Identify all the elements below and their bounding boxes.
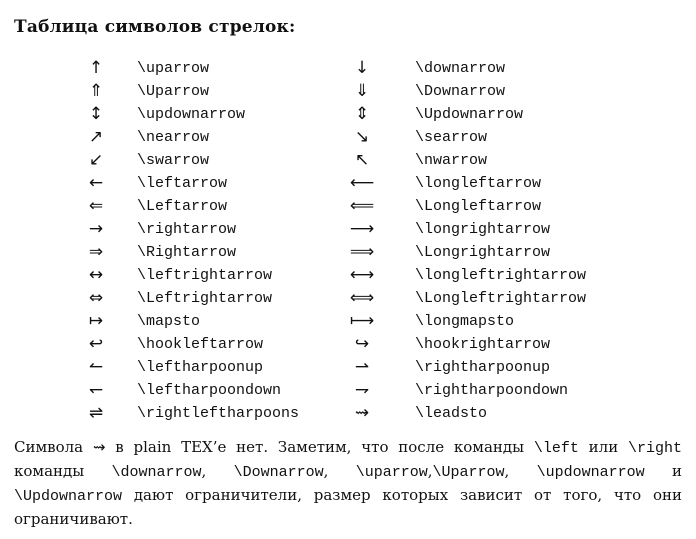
para-text: команды bbox=[14, 462, 112, 480]
arrow-symbol: ⇝ bbox=[354, 403, 370, 423]
arrow-symbol: ↕ bbox=[88, 104, 104, 124]
arrow-symbol: ↼ bbox=[88, 357, 104, 377]
para-text: , bbox=[201, 462, 234, 480]
arrow-command: \nwarrow bbox=[415, 152, 488, 169]
para-text: в plain bbox=[105, 438, 182, 456]
arrow-command: \Longleftarrow bbox=[415, 198, 542, 215]
inline-command: \left bbox=[533, 440, 579, 457]
arrow-command: \leadsto bbox=[415, 405, 488, 422]
arrow-command: \updownarrow bbox=[137, 106, 246, 123]
arrow-command: \Rightarrow bbox=[137, 244, 237, 261]
inline-command: \right bbox=[628, 440, 683, 457]
arrow-command: \rightleftharpoons bbox=[137, 405, 300, 422]
table-row bbox=[0, 356, 696, 379]
arrow-symbol: ← bbox=[88, 173, 104, 193]
arrow-symbol: ↓ bbox=[354, 58, 370, 78]
para-text: , bbox=[427, 462, 433, 480]
table-row bbox=[0, 287, 696, 310]
para-text: ’е нет. Заметим, что после команды bbox=[212, 438, 534, 456]
table-row bbox=[0, 310, 696, 333]
arrow-symbol: ⇕ bbox=[354, 104, 370, 124]
para-text: или bbox=[578, 438, 628, 456]
arrow-symbol: ↪ bbox=[354, 334, 370, 354]
arrow-command: \longleftarrow bbox=[415, 175, 542, 192]
para-text: , bbox=[504, 462, 537, 480]
arrow-symbol: ⇑ bbox=[88, 81, 104, 101]
arrow-command: \uparrow bbox=[137, 60, 210, 77]
arrow-command: \swarrow bbox=[137, 152, 210, 169]
arrow-command: \longrightarrow bbox=[415, 221, 551, 238]
table-row bbox=[0, 402, 696, 425]
arrow-command: \Longleftrightarrow bbox=[415, 290, 587, 307]
arrow-command: \Uparrow bbox=[137, 83, 210, 100]
arrow-command: \searrow bbox=[415, 129, 488, 146]
arrow-symbol: ⇌ bbox=[88, 403, 104, 423]
arrow-symbols-table bbox=[0, 57, 696, 425]
table-row bbox=[0, 80, 696, 103]
arrow-symbol: ↙ bbox=[88, 150, 104, 170]
arrow-symbol: ↦ bbox=[88, 311, 104, 331]
arrow-symbol: ↘ bbox=[354, 127, 370, 147]
explanation-paragraph bbox=[14, 436, 682, 531]
arrow-command: \leftharpoondown bbox=[137, 382, 282, 399]
table-row bbox=[0, 241, 696, 264]
arrow-command: \nearrow bbox=[137, 129, 210, 146]
arrow-command: \Leftarrow bbox=[137, 198, 228, 215]
table-row bbox=[0, 57, 696, 80]
arrow-command: \leftrightarrow bbox=[137, 267, 273, 284]
para-text: Символа bbox=[14, 438, 93, 456]
arrow-command: \leftarrow bbox=[137, 175, 228, 192]
inline-command: \Uparrow bbox=[432, 464, 505, 481]
inline-command: \Updownarrow bbox=[14, 488, 123, 505]
table-row bbox=[0, 218, 696, 241]
arrow-command: \rightharpoondown bbox=[415, 382, 569, 399]
arrow-symbol: ⇔ bbox=[88, 288, 104, 308]
inline-command: \downarrow bbox=[111, 464, 202, 481]
arrow-symbol: ⟵ bbox=[349, 173, 375, 193]
arrow-command: \mapsto bbox=[137, 313, 201, 330]
table-row bbox=[0, 126, 696, 149]
arrow-command: \longmapsto bbox=[415, 313, 515, 330]
table-title: Таблица символов стрелок: bbox=[14, 17, 296, 37]
arrow-command: \rightarrow bbox=[137, 221, 237, 238]
table-row bbox=[0, 149, 696, 172]
table-row bbox=[0, 103, 696, 126]
arrow-symbol: ⟷ bbox=[349, 265, 375, 285]
arrow-symbol: ⇀ bbox=[354, 357, 370, 377]
inline-command: \uparrow bbox=[355, 464, 428, 481]
arrow-symbol: ↩ bbox=[88, 334, 104, 354]
arrow-command: \downarrow bbox=[415, 60, 506, 77]
leadsto-symbol: ⇝ bbox=[92, 438, 106, 456]
para-text: дают ограничители, размер которых зависит от того, что они ограничивают. bbox=[14, 486, 682, 528]
arrow-command: \hookleftarrow bbox=[137, 336, 264, 353]
table-row bbox=[0, 172, 696, 195]
arrow-symbol: ⟺ bbox=[349, 288, 375, 308]
table-row bbox=[0, 333, 696, 356]
arrow-command: \Downarrow bbox=[415, 83, 506, 100]
arrow-command: \hookrightarrow bbox=[415, 336, 551, 353]
arrow-symbol: ↖ bbox=[354, 150, 370, 170]
arrow-symbol: ⇐ bbox=[88, 196, 104, 216]
arrow-symbol: ↗ bbox=[88, 127, 104, 147]
table-row bbox=[0, 379, 696, 402]
arrow-symbol: ↑ bbox=[88, 58, 104, 78]
tex-logo: TEX bbox=[181, 438, 213, 456]
arrow-command: \longleftrightarrow bbox=[415, 267, 587, 284]
arrow-command: \leftharpoonup bbox=[137, 359, 264, 376]
arrow-symbol: ⇒ bbox=[88, 242, 104, 262]
inline-command: \updownarrow bbox=[536, 464, 645, 481]
arrow-symbol: ⟼ bbox=[349, 311, 375, 331]
arrow-symbol: ⇓ bbox=[354, 81, 370, 101]
arrow-command: \Longrightarrow bbox=[415, 244, 551, 261]
inline-command: \Downarrow bbox=[233, 464, 324, 481]
arrow-symbol: ↽ bbox=[88, 380, 104, 400]
arrow-symbol: → bbox=[88, 219, 104, 239]
table-row bbox=[0, 195, 696, 218]
arrow-command: \rightharpoonup bbox=[415, 359, 551, 376]
arrow-symbol: ⟶ bbox=[349, 219, 375, 239]
arrow-symbol: ⟸ bbox=[349, 196, 375, 216]
arrow-symbol: ⇁ bbox=[354, 380, 370, 400]
arrow-command: \Updownarrow bbox=[415, 106, 524, 123]
para-text: , bbox=[323, 462, 356, 480]
arrow-symbol: ↔ bbox=[88, 265, 104, 285]
table-row bbox=[0, 264, 696, 287]
para-text: и bbox=[644, 462, 682, 480]
arrow-symbol: ⟹ bbox=[349, 242, 375, 262]
arrow-command: \Leftrightarrow bbox=[137, 290, 273, 307]
